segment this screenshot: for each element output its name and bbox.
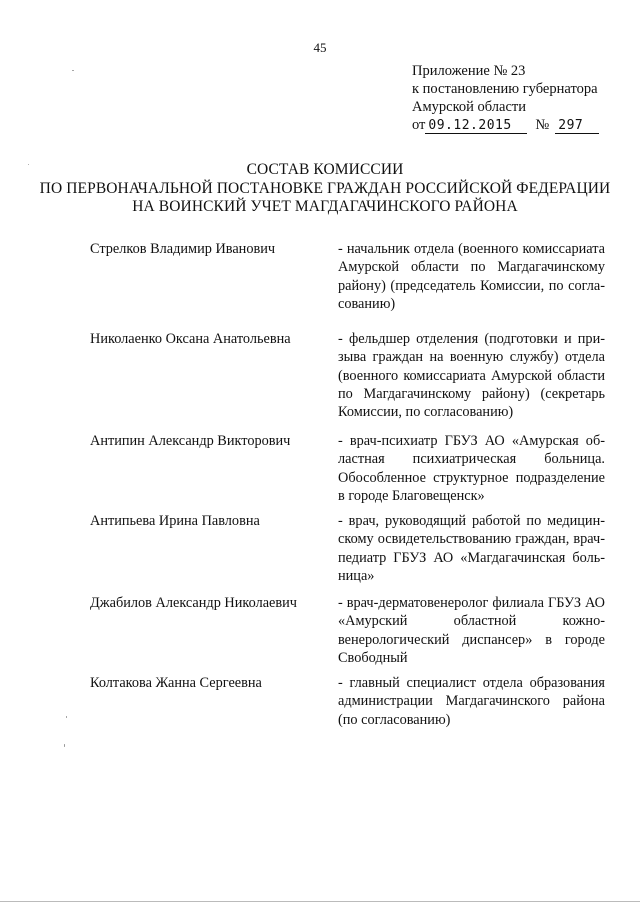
member-row [90,674,605,744]
appendix-date-line [412,116,599,134]
member-role: - начальник отдела (военного комиссариата Амурской области по Магдагачинскому району) (председатель Комиссии, по согласованию) [338,241,605,312]
member-role: - врач-дерматовенеролог филиала ГБУЗ АО «Амурский областной кожно-венерологический диспансер» в городе Свободный [338,595,605,666]
title-line-2: ПО ПЕРВОНАЧАЛЬНОЙ ПОСТАНОВКЕ ГРАЖДАН РОССИЙСКОЙ ФЕДЕРАЦИИ [39,179,611,197]
document-title [0,161,640,217]
member-role: - фельдшер отделения (подготовки и призыва граждан на военную службу) отдела (военного комиссариата Амурской области по Магдагачинскому району) (секретарь Комиссии, по согласованию) [338,331,605,421]
date-prefix: от [412,117,426,133]
date-value: 09.12.2015 [425,118,527,134]
title-line-1: СОСТАВ КОМИССИИ [246,161,404,178]
page-number: 45 [313,40,327,55]
scan-speck [28,164,29,165]
member-row [90,512,605,594]
member-role: - врач-психиатр ГБУЗ АО «Амурская областная психиатрическая больница. Обособленное структурное подразделение в городе Благовещенск» [338,433,605,504]
member-name: Антипин Александр Викторович [90,433,291,449]
number-sign: № [535,117,550,133]
member-row [90,594,605,674]
commission-member-list [90,240,605,744]
member-role: - главный специалист отдела образования администрации Магдагачинского района (по согласованию) [338,675,605,728]
appendix-region: Амурской области [412,99,526,115]
member-role: - врач, руководящий работой по медицинскому освидетельствованию граждан, врач-педиатр ГБУЗ АО «Магдагачинская больница» [338,513,605,584]
member-name: Николаенко Оксана Анатольевна [90,331,291,347]
scan-speck [66,716,67,718]
scan-speck [64,744,65,747]
scan-edge-line [0,901,640,902]
member-name: Джабилов Александр Николаевич [90,595,297,611]
number-value: 297 [555,118,599,134]
member-row [90,432,605,512]
scan-speck [72,70,74,71]
appendix-title: Приложение № 23 [412,63,526,79]
member-name: Колтакова Жанна Сергеевна [90,675,262,691]
appendix-header [412,62,599,134]
appendix-reference: к постановлению губернатора [412,81,598,97]
member-name: Антипьева Ирина Павловна [90,513,260,529]
member-name: Стрелков Владимир Иванович [90,241,276,257]
member-row [90,240,605,330]
title-line-3: НА ВОИНСКИЙ УЧЕТ МАГДАГАЧИНСКОГО РАЙОНА [132,198,518,215]
member-row [90,330,605,432]
